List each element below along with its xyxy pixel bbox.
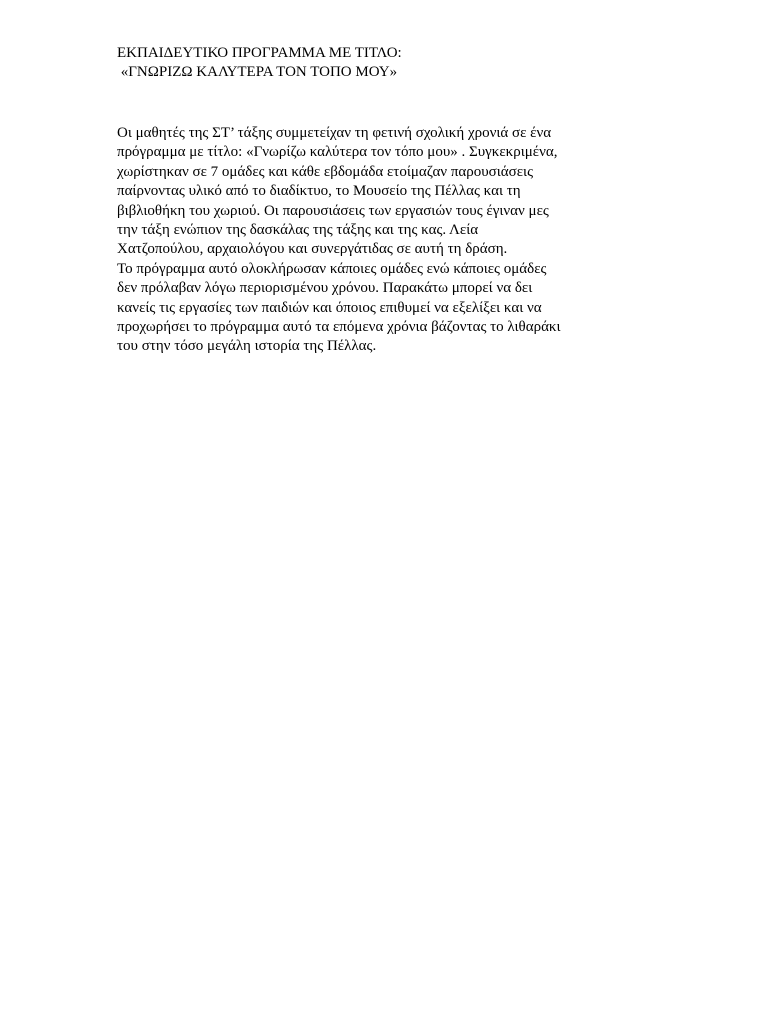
body-line: προχωρήσει το πρόγραμμα αυτό τα επόμενα χρόνια βάζοντας το λιθαράκι: [117, 319, 561, 336]
body-line: παίρνοντας υλικό από το διαδίκτυο, το Μουσείο της Πέλλας και τη: [117, 183, 521, 200]
body-line: δεν πρόλαβαν λόγω περιορισμένου χρόνου. Παρακάτω μπορεί να δει: [117, 280, 533, 297]
title-line-2: «ΓΝΩΡΙΖΩ ΚΑΛΥΤΕΡΑ ΤΟΝ ΤΟΠΟ ΜΟΥ»: [117, 64, 398, 80]
body-line: του στην τόσο μεγάλη ιστορία της Πέλλας.: [117, 338, 377, 355]
document-body: [117, 124, 662, 357]
body-line: Το πρόγραμμα αυτό ολοκλήρωσαν κάποιες ομάδες ενώ κάποιες ομάδες: [117, 260, 547, 277]
body-line: βιβλιοθήκη του χωριού. Οι παρουσιάσεις των εργασιών τους έγιναν μες: [117, 202, 549, 219]
title-line-1: ΕΚΠΑΙΔΕΥΤΙΚΟ ΠΡΟΓΡΑΜΜΑ ΜΕ ΤΙΤΛΟ:: [117, 45, 402, 61]
body-line: πρόγραμμα με τίτλο: «Γνωρίζω καλύτερα τον τόπο μου» . Συγκεκριμένα,: [117, 144, 558, 161]
document-title: [117, 44, 677, 82]
body-line: Οι μαθητές της ΣΤ’ τάξης συμμετείχαν τη φετινή σχολική χρονιά σε ένα: [117, 125, 552, 141]
body-line: την τάξη ενώπιον της δασκάλας της τάξης και της κας. Λεία: [117, 222, 479, 239]
body-line: χωρίστηκαν σε 7 ομάδες και κάθε εβδομάδα ετοίμαζαν παρουσιάσεις: [117, 163, 534, 180]
body-line: Χατζοπούλου, αρχαιολόγου και συνεργάτιδας σε αυτή τη δράση.: [117, 241, 508, 258]
body-line: κανείς τις εργασίες των παιδιών και όποιος επιθυμεί να εξελίξει και να: [117, 299, 542, 316]
